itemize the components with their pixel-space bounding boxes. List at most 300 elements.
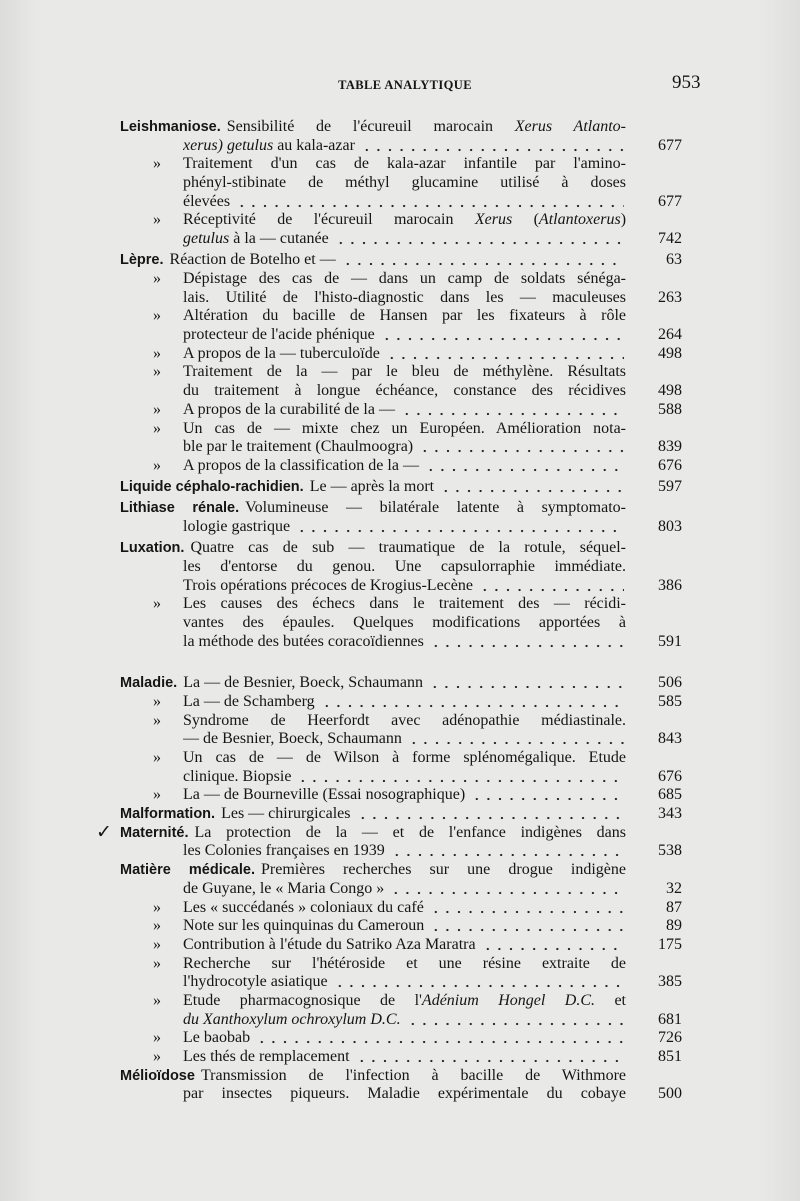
entry-text-line xyxy=(120,118,626,137)
subentry-marker: » xyxy=(153,419,161,437)
entry-line xyxy=(120,1011,682,1030)
entry-text-line xyxy=(120,824,626,843)
entry-text-line xyxy=(120,478,626,497)
page-reference: 839 xyxy=(658,438,682,456)
headword: Maternité. xyxy=(120,824,189,841)
subentry xyxy=(120,211,682,248)
subentry-marker: » xyxy=(153,400,161,418)
dot-leader xyxy=(321,693,624,712)
entry-text-line xyxy=(183,326,626,345)
entry-line xyxy=(120,861,682,880)
dot-leader xyxy=(407,1011,624,1030)
headword-group xyxy=(120,805,682,824)
text-segment: La — de Schamberg xyxy=(183,692,315,710)
headword-group xyxy=(120,674,682,805)
entry-line xyxy=(120,1085,682,1104)
entry-line xyxy=(120,973,682,992)
entry-line xyxy=(120,499,682,518)
page-reference: 677 xyxy=(658,136,682,154)
entry-text xyxy=(120,824,626,841)
text-segment: Sensibilité de l'écureuil marocain xyxy=(226,118,515,135)
entry-line xyxy=(120,363,682,382)
text-segment: Volumineuse — bilatérale latente à symptomato- xyxy=(245,499,626,517)
line-indent xyxy=(120,936,183,955)
page-reference: 681 xyxy=(658,1010,682,1028)
page-reference: 500 xyxy=(658,1085,682,1103)
page-column xyxy=(626,174,682,193)
entry-text-line xyxy=(120,861,626,880)
text-segment: Transmission de l'infection à bacille de Withmore xyxy=(200,1066,626,1084)
entry-line xyxy=(120,899,682,918)
page-column xyxy=(626,749,682,768)
dot-leader xyxy=(419,438,624,457)
entry-line xyxy=(120,518,682,537)
text-segment: Les thés de remplacement xyxy=(183,1048,350,1065)
index-section xyxy=(96,674,682,1104)
text-segment: Un cas de — de Wilson à forme splénomégalique. Etude xyxy=(183,749,626,766)
entry-text xyxy=(183,363,626,380)
entry-line xyxy=(120,917,682,936)
entry-text-line xyxy=(183,193,626,212)
page-reference: 89 xyxy=(666,917,682,935)
entry-line xyxy=(120,478,682,497)
entry-text-line xyxy=(183,899,626,918)
text-segment: Xerus Atlanto- xyxy=(514,118,626,135)
page-column xyxy=(626,499,682,518)
line-indent xyxy=(120,558,183,577)
subentry-marker: » xyxy=(153,155,161,173)
text-segment: xerus) getulus xyxy=(183,136,274,154)
text-segment: protecteur de l'acide phénique xyxy=(183,326,375,344)
text-segment: Recherche sur l'hétéroside et une résine extraite de xyxy=(183,954,626,972)
entry-text xyxy=(183,382,626,399)
entry-text xyxy=(183,401,395,420)
entry-text xyxy=(120,805,351,824)
entry-text xyxy=(183,614,626,631)
text-segment: Trois opérations précoces de Krogius-Lecène xyxy=(183,576,473,594)
subentry-marker: » xyxy=(153,456,161,474)
entry-line xyxy=(120,539,682,558)
entry-text xyxy=(183,992,626,1009)
entry-line xyxy=(120,211,682,230)
text-segment: Etude pharmacognosique de l' xyxy=(183,991,422,1009)
entry-text xyxy=(183,577,473,596)
entry-text-line xyxy=(183,595,626,614)
subentry-marker: » xyxy=(153,270,161,287)
subentry xyxy=(120,155,682,211)
entry-line xyxy=(120,674,682,693)
line-indent xyxy=(120,595,183,614)
page-reference: 175 xyxy=(658,935,682,953)
text-segment: phényl-stibinate de méthyl glucamine utilisé à doses xyxy=(183,174,626,192)
page-column xyxy=(626,539,682,558)
entry-line xyxy=(120,936,682,955)
text-segment: A propos de la — tuberculoïde xyxy=(183,344,380,362)
dot-leader xyxy=(391,842,624,861)
line-indent xyxy=(120,174,183,193)
text-segment: élevées xyxy=(183,192,231,210)
entry-text xyxy=(183,973,328,992)
entry-text xyxy=(120,674,423,693)
entry-line xyxy=(120,749,682,768)
page-column xyxy=(626,155,682,174)
entry-text xyxy=(183,842,385,861)
page-reference: 597 xyxy=(658,478,682,496)
entry-text-line xyxy=(183,457,626,476)
dot-leader xyxy=(430,917,624,936)
entry-line xyxy=(120,712,682,731)
entry-text-line xyxy=(183,842,626,861)
headword-group xyxy=(120,251,682,475)
subentry xyxy=(120,712,682,749)
entry-line xyxy=(120,174,682,193)
dot-leader xyxy=(390,880,624,899)
main-entry xyxy=(120,118,682,155)
page-reference: 386 xyxy=(658,576,682,594)
entry-text-line xyxy=(120,674,626,693)
entry-line xyxy=(120,251,682,270)
subentry-marker: » xyxy=(153,344,161,362)
dot-leader xyxy=(479,577,624,596)
text-segment: du traitement à longue échéance, constance des récidives xyxy=(183,382,626,400)
dot-leader xyxy=(401,401,624,420)
entry-text xyxy=(120,478,434,497)
entry-text-line xyxy=(183,880,626,899)
text-segment: vantes des épaules. Quelques modifications apportées à xyxy=(183,613,626,631)
entry-text-line xyxy=(183,307,626,326)
entry-line xyxy=(120,457,682,476)
dot-leader xyxy=(482,936,624,955)
entry-line xyxy=(120,137,682,156)
entry-text-line xyxy=(120,499,626,518)
page-column xyxy=(626,712,682,731)
text-segment: Le — après la mort xyxy=(309,478,435,496)
page-reference: 385 xyxy=(658,973,682,991)
entry-line xyxy=(120,768,682,787)
entry-text xyxy=(183,936,476,955)
entry-line xyxy=(120,401,682,420)
entry-text xyxy=(120,118,626,135)
text-segment: au kala-azar xyxy=(273,136,355,154)
subentry xyxy=(120,420,682,457)
line-indent xyxy=(120,438,183,457)
entry-line xyxy=(120,1029,682,1048)
text-segment: ble par le traitement (Chaulmoogra) xyxy=(183,438,414,456)
subentry xyxy=(120,917,682,936)
subentry-marker: » xyxy=(153,917,161,935)
subentry xyxy=(120,363,682,400)
dot-leader xyxy=(335,230,624,249)
text-segment: l'hydrocotyle asiatique xyxy=(183,973,328,991)
line-indent xyxy=(120,899,183,918)
page-reference: 343 xyxy=(658,805,682,823)
page-column xyxy=(626,595,682,614)
page-reference: 685 xyxy=(658,786,682,804)
entry-line xyxy=(120,577,682,596)
page-reference: 851 xyxy=(658,1048,682,1065)
entry-text xyxy=(183,880,384,899)
entry-text-line xyxy=(120,251,626,270)
line-indent xyxy=(120,382,183,401)
entry-text xyxy=(183,345,380,364)
entry-text xyxy=(120,1067,626,1084)
line-indent xyxy=(120,1048,183,1067)
entry-line xyxy=(120,382,682,401)
page-column xyxy=(626,211,682,230)
entry-text xyxy=(183,1048,350,1067)
dot-leader xyxy=(357,805,625,824)
headword: Lithiase rénale. xyxy=(120,500,240,517)
dot-leader xyxy=(256,1029,624,1048)
entry-text xyxy=(183,137,355,156)
line-indent xyxy=(120,992,183,1011)
entry-text-line xyxy=(183,230,626,249)
text-segment: Un cas de — mixte chez un Européen. Amélioration nota- xyxy=(183,419,626,437)
entry-text-line xyxy=(183,289,626,308)
entry-text-line xyxy=(183,518,626,537)
line-indent xyxy=(120,230,183,249)
entry-line xyxy=(120,345,682,364)
line-indent xyxy=(120,211,183,230)
entry-text-line xyxy=(183,973,626,992)
entry-text xyxy=(183,955,626,972)
entry-line xyxy=(120,558,682,577)
text-segment: ) xyxy=(620,211,626,229)
subentry xyxy=(120,270,682,307)
entry-text-line xyxy=(183,712,626,731)
line-indent xyxy=(120,1085,183,1104)
dot-leader xyxy=(296,518,624,537)
text-segment: A propos de la classification de la — xyxy=(183,456,419,474)
text-segment: Altération du bacille de Hansen par les fixateurs à rôle xyxy=(183,307,626,325)
page-reference: 32 xyxy=(666,879,682,897)
entry-text xyxy=(183,193,230,212)
text-segment: getulus xyxy=(183,230,230,248)
dot-leader xyxy=(361,137,624,156)
page-reference: 506 xyxy=(658,674,682,692)
text-segment: Premières recherches sur une drogue indigène xyxy=(260,861,626,879)
entry-line xyxy=(120,155,682,174)
line-indent xyxy=(120,842,183,861)
page-reference: 538 xyxy=(658,842,682,860)
text-segment: Réaction de Botelho et — xyxy=(169,251,336,269)
dot-leader xyxy=(440,478,624,497)
subentry xyxy=(120,955,682,992)
subentry xyxy=(120,899,682,918)
text-segment: Adénium Hongel D.C. xyxy=(421,991,596,1009)
entry-line xyxy=(120,118,682,137)
entry-text xyxy=(183,899,424,918)
page-column xyxy=(626,1067,682,1086)
line-indent xyxy=(120,137,183,156)
entry-text-line xyxy=(183,363,626,382)
subentry xyxy=(120,345,682,364)
main-entry xyxy=(120,1067,682,1104)
entry-text xyxy=(183,230,329,249)
entry-text xyxy=(183,1011,401,1030)
subentry-marker: » xyxy=(153,898,161,916)
text-segment: de Guyane, le « Maria Congo » xyxy=(183,879,385,897)
dot-leader xyxy=(471,786,624,805)
headword-group xyxy=(120,499,682,536)
page-reference: 591 xyxy=(658,632,682,650)
text-segment: La protection de la — et de l'enfance indigènes dans xyxy=(194,823,626,841)
line-indent xyxy=(120,307,183,326)
text-segment: clinique. Biopsie xyxy=(183,767,292,785)
subentry-marker: » xyxy=(153,307,161,325)
entry-text-line xyxy=(183,155,626,174)
main-entry xyxy=(120,251,682,270)
line-indent xyxy=(120,155,183,174)
dot-leader xyxy=(334,973,624,992)
entry-text-line xyxy=(183,401,626,420)
entry-line xyxy=(120,805,682,824)
entry-text xyxy=(183,1029,250,1048)
dot-leader xyxy=(381,326,624,345)
entry-text-line xyxy=(183,211,626,230)
entry-text-line xyxy=(183,768,626,787)
text-segment: Les « succédanés » coloniaux du café xyxy=(183,898,424,916)
page-reference: 676 xyxy=(658,767,682,785)
entry-line xyxy=(120,992,682,1011)
entry-line xyxy=(120,289,682,308)
entry-line xyxy=(120,230,682,249)
analytic-index xyxy=(96,118,682,1104)
text-segment: — de Besnier, Boeck, Schaumann xyxy=(183,730,402,748)
text-segment: A propos de la curabilité de la — xyxy=(183,400,395,418)
text-segment: Contribution à l'étude du Satriko Aza Maratra xyxy=(183,935,476,953)
subentry-marker: » xyxy=(153,211,161,229)
page-column xyxy=(626,307,682,326)
page-reference: 677 xyxy=(658,192,682,210)
entry-text xyxy=(183,633,424,652)
headword: Lèpre. xyxy=(120,252,164,269)
text-segment: Syndrome de Heerfordt avec adénopathie médiastinale. xyxy=(183,711,626,729)
dot-leader xyxy=(236,193,624,212)
text-segment: les Colonies françaises en 1939 xyxy=(183,842,385,860)
entry-line xyxy=(120,786,682,805)
page-reference: 726 xyxy=(658,1029,682,1047)
entry-text-line xyxy=(183,137,626,156)
line-indent xyxy=(120,786,183,805)
headword: Maladie. xyxy=(120,675,178,692)
page-reference: 676 xyxy=(658,456,682,474)
page-column xyxy=(626,824,682,843)
subentry xyxy=(120,307,682,344)
subentry-marker: » xyxy=(153,935,161,953)
line-indent xyxy=(120,880,183,899)
page-column xyxy=(626,614,682,633)
entry-text xyxy=(120,861,626,878)
headword-group xyxy=(120,1067,682,1104)
running-title: TABLE ANALYTIQUE xyxy=(338,78,472,92)
entry-text xyxy=(183,155,626,172)
text-segment: ( xyxy=(512,211,539,229)
entry-text-line xyxy=(183,917,626,936)
entry-text-line xyxy=(183,1029,626,1048)
subentry-marker: » xyxy=(153,786,161,804)
subentry xyxy=(120,693,682,712)
headword: Mélioïdose xyxy=(120,1067,195,1084)
headword-group xyxy=(120,539,682,651)
dot-leader xyxy=(408,730,624,749)
entry-text-line xyxy=(183,420,626,439)
line-indent xyxy=(120,270,183,289)
text-segment: Atlantoxerus xyxy=(538,211,621,229)
subentry-marker: » xyxy=(153,954,161,972)
line-indent xyxy=(120,614,183,633)
text-segment: Les causes des échecs dans le traitement des — récidi- xyxy=(183,595,626,613)
subentry xyxy=(120,401,682,420)
index-section xyxy=(120,118,682,651)
page-reference: 803 xyxy=(658,517,682,535)
entry-text xyxy=(183,1085,626,1102)
entry-text-line xyxy=(183,558,626,577)
line-indent xyxy=(120,1029,183,1048)
entry-text xyxy=(183,558,626,575)
subentry xyxy=(120,1048,682,1067)
text-segment: Traitement de la — par le bleu de méthylène. Résultats xyxy=(183,363,626,381)
entry-text-line xyxy=(183,1048,626,1067)
page-reference: 585 xyxy=(658,692,682,710)
line-indent xyxy=(120,955,183,974)
subentry-marker: » xyxy=(153,1048,161,1065)
entry-text xyxy=(183,518,290,537)
headword: Luxation. xyxy=(120,540,185,557)
text-segment: et xyxy=(595,991,626,1009)
entry-text-line xyxy=(183,438,626,457)
line-indent xyxy=(120,457,183,476)
line-indent xyxy=(120,401,183,420)
headword-group xyxy=(120,861,682,1067)
dot-leader xyxy=(297,768,624,787)
page-column xyxy=(626,118,682,137)
main-entry xyxy=(120,499,682,536)
subentry-marker: » xyxy=(153,711,161,729)
page-number: 953 xyxy=(672,72,701,93)
line-indent xyxy=(120,326,183,345)
text-segment: La — de Bourneville (Essai nosographique) xyxy=(183,786,466,804)
text-segment: Le baobab xyxy=(183,1029,251,1047)
entry-text xyxy=(120,539,626,556)
page-column xyxy=(626,861,682,880)
text-segment: Les — chirurgicales xyxy=(221,805,351,823)
subentry-marker: » xyxy=(153,692,161,710)
text-segment: à la — cutanée xyxy=(229,230,329,248)
dot-leader xyxy=(425,457,624,476)
subentry-marker: » xyxy=(153,595,161,613)
entry-text xyxy=(183,270,626,287)
entry-line xyxy=(120,326,682,345)
entry-text xyxy=(183,712,626,729)
line-indent xyxy=(120,518,183,537)
page-column xyxy=(626,270,682,289)
text-segment: Traitement d'un cas de kala-azar infantile par l'amino- xyxy=(183,155,626,173)
page-reference: 588 xyxy=(658,400,682,418)
entry-line xyxy=(120,438,682,457)
entry-text-line xyxy=(183,633,626,652)
line-indent xyxy=(120,193,183,212)
dot-leader xyxy=(429,674,624,693)
entry-text xyxy=(183,211,626,228)
entry-text-line xyxy=(183,693,626,712)
text-segment: Dépistage des cas de — dans un camp de soldats sénéga- xyxy=(183,270,626,287)
dot-leader xyxy=(430,633,624,652)
page-reference: 742 xyxy=(658,230,682,248)
text-segment: Réceptivité de l'écureuil marocain xyxy=(183,211,475,229)
entry-text xyxy=(183,326,375,345)
headword: Malformation. xyxy=(120,806,216,823)
